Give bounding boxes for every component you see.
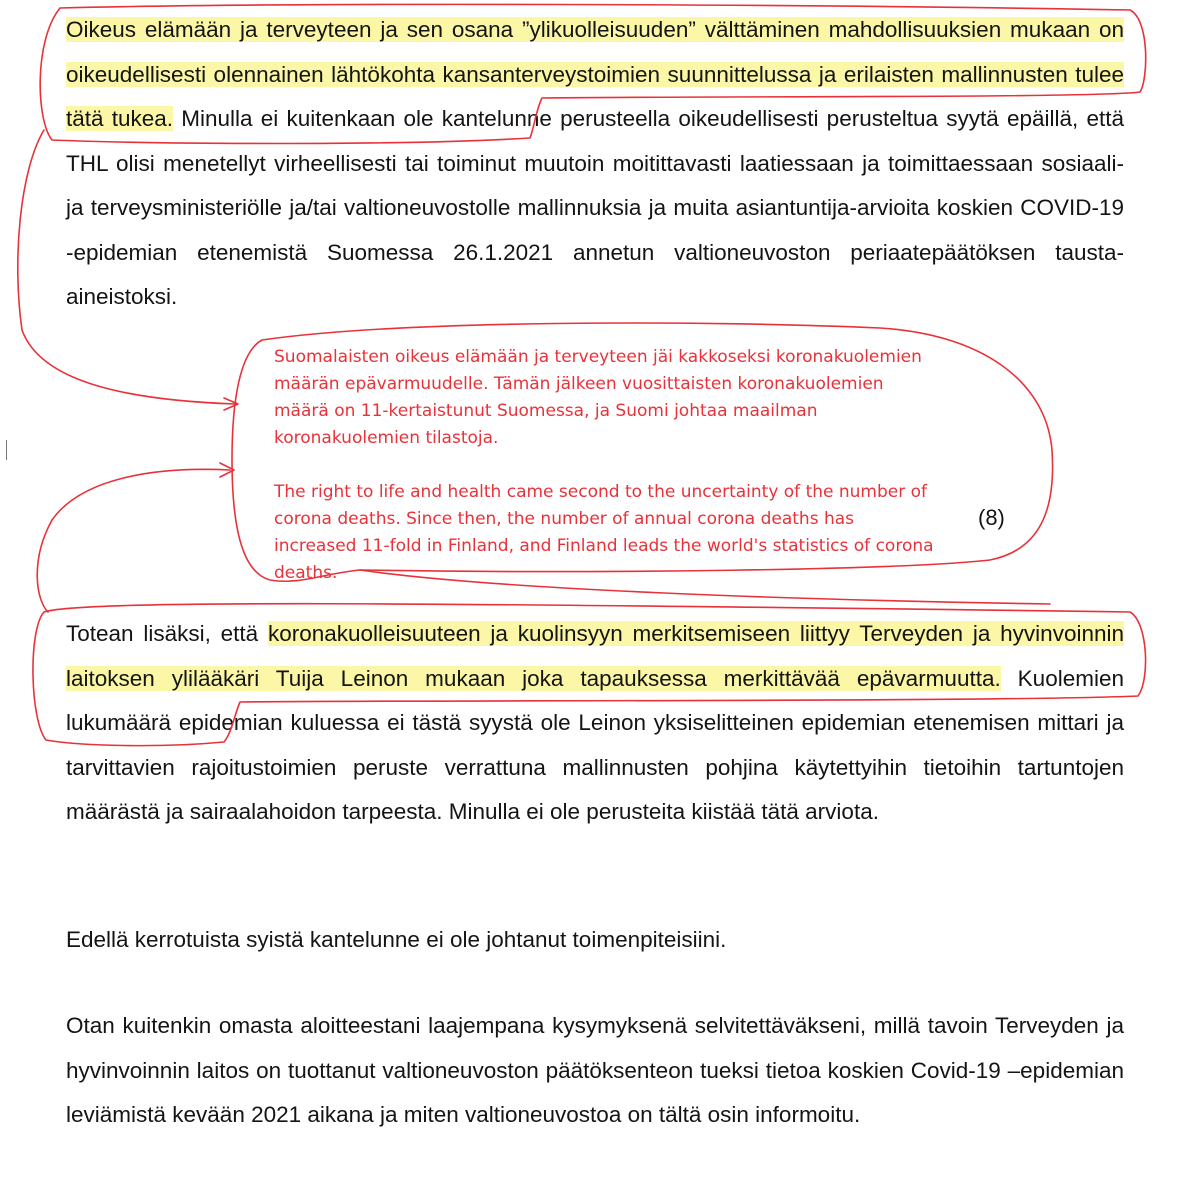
annotation-en-line: corona deaths. Since then, the number of annual corona deaths has — [274, 509, 855, 529]
connector-2 — [37, 469, 230, 612]
paragraph-2 — [66, 612, 1124, 835]
handwritten-annotation — [274, 344, 974, 587]
footnote-reference: (8) — [978, 505, 1005, 530]
annotation-fi-line: määrä on 11-kertaistunut Suomessa, ja Suomi johtaa maailman — [274, 401, 818, 421]
annotation-fi-line: Suomalaisten oikeus elämään ja terveyteen jäi kakkoseksi koronakuolemien — [274, 347, 922, 367]
annotation-en-line: The right to life and health came second to the uncertainty of the number of — [274, 482, 928, 502]
annotation-fi-line: koronakuolemien tilastoja. — [274, 428, 499, 448]
paragraph-1 — [66, 8, 1124, 320]
paragraph-1-rest: Minulla ei kuitenkaan ole kantelunne perusteella oikeudellisesti perusteltua syytä epäillä, että THL olisi menetellyt virheellisesti tai toiminut muutoin moitittavasti laatiessaan ja toimittaessaan sosiaali- ja terveysministeriölle ja/tai valtioneuvostolle mallinnuksia ja muita asiantuntija-arvioita koskien COVID-19 -epidemian etenemistä Suomessa 26.1.2021 annetun valtioneuvoston periaatepäätöksen tausta-aineistoksi. — [66, 106, 1124, 309]
margin-mark — [6, 440, 7, 460]
arrowhead-2 — [220, 463, 234, 477]
highlighted-text-2: koronakuolleisuuteen ja kuolinsyyn merkitsemiseen liittyy Terveyden ja hyvinvoinnin laitoksen ylilääkäri Tuija Leinon mukaan joka tapauksessa merkittävää epävarmuutta. — [66, 621, 1124, 691]
highlighted-text-1: Oikeus elämään ja terveyteen ja sen osana ”ylikuolleisuuden” välttäminen mahdollisuuksien mukaan on oikeudellisesti olennainen lähtökohta kansanterveystoimien suunnittelussa ja erilaisten mallinnusten tulee tätä tukea. — [66, 17, 1124, 131]
paragraph-2-lead: Totean lisäksi, että — [66, 621, 268, 646]
annotation-en-line: increased 11-fold in Finland, and Finland leads the world's statistics of corona — [274, 536, 934, 556]
arrowhead-1 — [224, 398, 238, 410]
annotation-fi-line: määrän epävarmuudelle. Tämän jälkeen vuosittaisten koronakuolemien — [274, 374, 884, 394]
paragraph-4: Otan kuitenkin omasta aloitteestani laajempana kysymyksenä selvitettäväkseni, millä tavoin Terveyden ja hyvinvoinnin laitos on tuottanut valtioneuvoston päätöksenteon tueksi tietoa koskien Covid-19 –epidemian leviämistä kevään 2021 aikana ja miten valtioneuvostoa on tältä osin informoitu. — [66, 1013, 1124, 1127]
paragraph-3: Edellä kerrotuista syistä kantelunne ei ole johtanut toimenpiteisiini. — [66, 927, 727, 952]
annotation-en-line: deaths. — [274, 563, 338, 583]
paragraph-2-rest: Kuolemien lukumäärä epidemian kuluessa ei tästä syystä ole Leinon yksiselitteinen epidemian etenemisen mittari ja tarvittavien rajoitustoimien peruste verrattuna mallinnusten pohjina käytettyihin tietoihin tartuntojen määrästä ja sairaalahoidon tarpeesta. Minulla ei ole perusteita kiistää tätä arviota. — [66, 665, 1124, 824]
